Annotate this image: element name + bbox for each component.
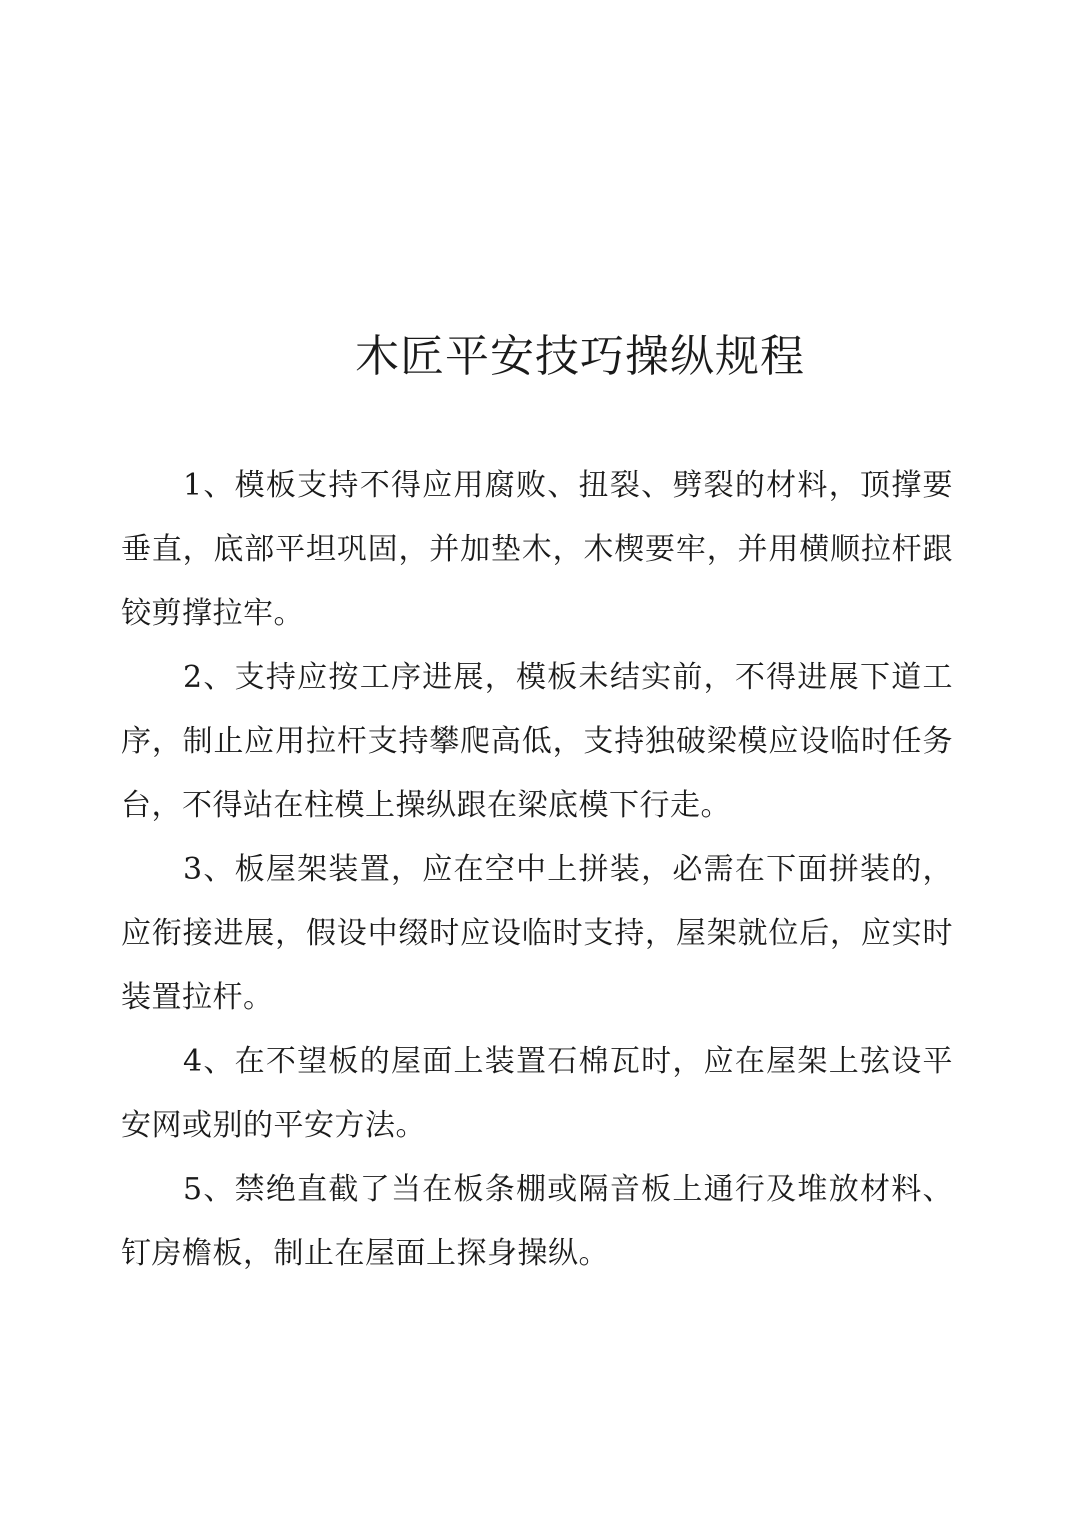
paragraph-4: 4、在不望板的屋面上装置石棉瓦时，应在屋架上弦设平安网或别的平安方法。 [121, 1044, 953, 1143]
paragraph-5: 5、禁绝直截了当在板条棚或隔音板上通行及堆放材料、钉房檐板，制止在屋面上探身操纵。 [121, 1172, 953, 1271]
paragraph-3: 3、板屋架装置，应在空中上拼装，必需在下面拼装的，应衔接进展，假设中缀时应设临时支持，屋架就位后，应实时装置拉杆。 [121, 852, 953, 1015]
paragraph-2: 2、支持应按工序进展，模板未结实前，不得进展下道工序，制止应用拉杆支持攀爬高低，支持独破梁模应设临时任务台，不得站在柱模上操纵跟在梁底模下行走。 [121, 660, 953, 823]
document-body [121, 454, 953, 1286]
paragraph-1: 1、模板支持不得应用腐败、扭裂、劈裂的材料，顶撑要垂直，底部平坦巩固，并加垫木，木楔要牢，并用横顺拉杆跟铰剪撑拉牢。 [121, 468, 953, 631]
document-title: 木匠平安技巧操纵规程 [355, 331, 805, 382]
